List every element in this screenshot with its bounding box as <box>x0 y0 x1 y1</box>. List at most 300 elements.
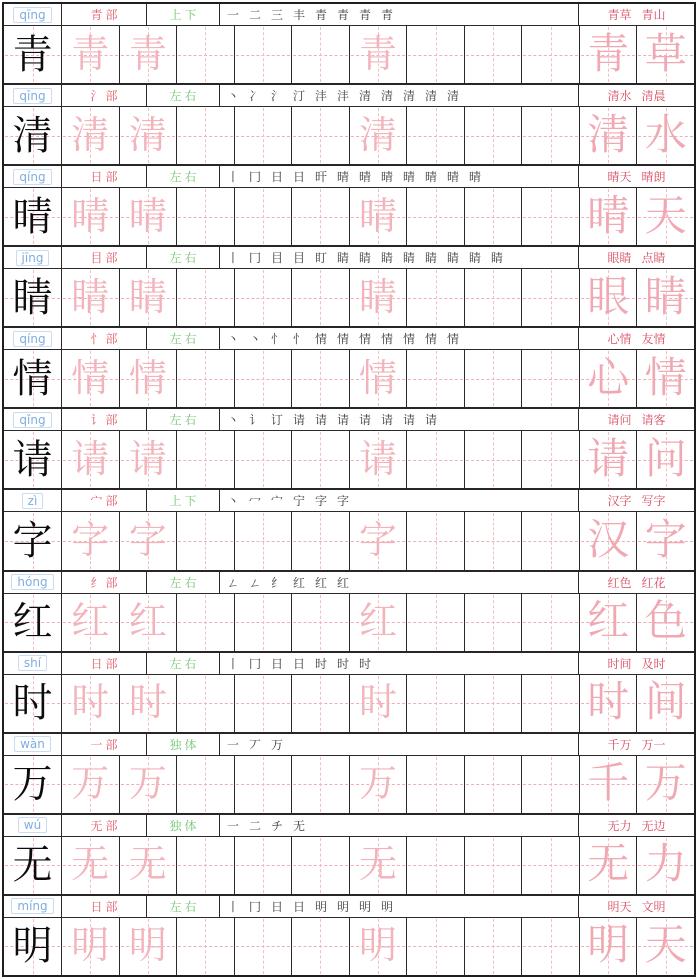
info-header-row <box>4 166 694 188</box>
pinyin-cell <box>4 572 62 593</box>
practice-cell <box>235 431 293 488</box>
practice-worksheet <box>2 2 696 977</box>
structure-cell <box>147 4 220 25</box>
radical-label: 日部 <box>90 899 121 914</box>
practice-cell <box>120 756 178 813</box>
trace-character: 字 <box>359 520 398 562</box>
model-character: 睛 <box>12 274 53 320</box>
trace-character: 明 <box>71 925 110 968</box>
practice-cell <box>407 431 465 488</box>
model-character: 清 <box>12 112 53 158</box>
example-word-1: 青草 <box>607 8 632 22</box>
practice-cell <box>177 107 235 164</box>
practice-cell <box>235 188 293 245</box>
model-character-cell <box>4 837 62 894</box>
stroke-order-sequence: 丨 冂 目 目 盯 睛 睛 睛 睛 睛 睛 睛 睛 <box>227 251 504 266</box>
trace-character: 情 <box>71 357 110 400</box>
practice-cell <box>465 350 523 407</box>
example-trace-character: 色 <box>644 599 687 646</box>
character-block <box>4 572 694 653</box>
radical-cell <box>62 166 147 187</box>
stroke-order-sequence: 丨 冂 日 日 明 明 明 明 <box>227 899 394 914</box>
pinyin-label: zì <box>22 493 44 509</box>
example-words-cell <box>579 896 694 917</box>
example-trace-cell <box>637 756 694 813</box>
practice-cell <box>62 918 120 975</box>
example-word-1: 心情 <box>607 332 632 347</box>
practice-cell <box>292 837 350 894</box>
practice-cell <box>235 512 293 569</box>
example-trace-cell <box>637 512 694 569</box>
trace-character: 青 <box>128 33 167 76</box>
practice-cell <box>407 26 465 83</box>
example-words-cell <box>579 572 694 593</box>
example-trace-character: 请 <box>587 436 630 483</box>
practice-cell <box>407 837 465 894</box>
pinyin-label: qǐng <box>13 412 51 428</box>
practice-cell <box>350 837 408 894</box>
stroke-order-cell <box>220 572 579 593</box>
trace-character: 时 <box>71 682 110 725</box>
model-character: 晴 <box>12 193 53 239</box>
info-header-row <box>4 815 694 837</box>
stroke-order-cell <box>220 247 579 268</box>
structure-label: 独体 <box>169 737 200 752</box>
example-trace-character: 力 <box>644 842 687 889</box>
character-block <box>4 490 694 571</box>
radical-cell <box>62 572 147 593</box>
practice-cell <box>120 269 178 326</box>
stroke-order-cell <box>220 490 579 511</box>
structure-cell <box>147 85 220 106</box>
info-header-row <box>4 328 694 350</box>
example-trace-cell <box>580 107 638 164</box>
trace-character: 清 <box>128 114 167 157</box>
practice-cell <box>407 512 465 569</box>
practice-cell <box>292 26 350 83</box>
info-header-row <box>4 572 694 594</box>
trace-character: 无 <box>71 844 110 887</box>
practice-cell <box>62 756 120 813</box>
radical-label: 讠部 <box>90 413 121 428</box>
pinyin-cell <box>4 166 62 187</box>
practice-cell <box>177 756 235 813</box>
example-trace-cell <box>637 107 694 164</box>
character-block <box>4 409 694 490</box>
stroke-order-sequence: 丨 冂 日 日 时 时 时 <box>227 656 372 671</box>
trace-character: 睛 <box>359 276 398 319</box>
radical-cell <box>62 815 147 836</box>
pinyin-cell <box>4 734 62 755</box>
trace-character: 红 <box>359 601 398 644</box>
radical-cell <box>62 490 147 511</box>
practice-cell <box>292 918 350 975</box>
example-trace-character: 天 <box>644 923 687 970</box>
practice-cell <box>407 269 465 326</box>
example-trace-cell <box>580 918 638 975</box>
info-header-row <box>4 490 694 512</box>
stroke-order-cell <box>220 409 579 430</box>
stroke-order-cell <box>220 166 579 187</box>
practice-cell <box>120 918 178 975</box>
practice-cell <box>407 756 465 813</box>
structure-cell <box>147 815 220 836</box>
example-word-2: 万一 <box>641 737 666 752</box>
example-trace-cell <box>580 756 638 813</box>
radical-label: 纟部 <box>90 575 121 590</box>
structure-label: 上下 <box>169 494 200 509</box>
example-word-2: 点睛 <box>641 251 666 266</box>
practice-cell <box>120 431 178 488</box>
example-word-2: 文明 <box>641 899 666 914</box>
practice-cell <box>235 107 293 164</box>
practice-cell <box>350 431 408 488</box>
practice-cell <box>407 675 465 732</box>
pinyin-cell <box>4 85 62 106</box>
practice-cell <box>465 26 523 83</box>
stroke-order-sequence: 丶 丶 忄 忄 情 情 情 情 情 情 情 <box>227 332 460 347</box>
trace-character: 红 <box>128 601 167 644</box>
practice-cell <box>120 512 178 569</box>
pinyin-label: qíng <box>13 331 51 347</box>
practice-cell <box>62 431 120 488</box>
practice-cell <box>522 756 580 813</box>
practice-cell <box>62 594 120 651</box>
practice-cell <box>292 188 350 245</box>
example-words-cell <box>579 653 694 674</box>
practice-cell <box>292 756 350 813</box>
practice-cell <box>62 26 120 83</box>
practice-cell <box>62 512 120 569</box>
trace-character: 万 <box>71 763 110 806</box>
example-trace-character: 天 <box>644 193 687 240</box>
practice-cell <box>120 675 178 732</box>
practice-cell <box>465 756 523 813</box>
example-words-cell <box>579 4 694 25</box>
stroke-order-cell <box>220 328 579 349</box>
practice-cell <box>350 350 408 407</box>
pinyin-label: hóng <box>11 574 53 590</box>
practice-cell <box>465 675 523 732</box>
pinyin-label: jīng <box>16 250 50 266</box>
example-trace-cell <box>637 431 694 488</box>
practice-cell <box>120 26 178 83</box>
example-word-2: 青山 <box>641 8 666 22</box>
trace-character: 睛 <box>71 276 110 319</box>
pinyin-cell <box>4 896 62 917</box>
structure-label: 左右 <box>169 332 200 347</box>
model-character-cell <box>4 269 62 326</box>
radical-label: 宀部 <box>90 494 121 509</box>
example-trace-character: 草 <box>644 31 687 78</box>
practice-cell <box>177 431 235 488</box>
structure-label: 左右 <box>169 575 200 590</box>
structure-label: 左右 <box>169 656 200 671</box>
practice-cell <box>465 918 523 975</box>
model-character-cell <box>4 350 62 407</box>
structure-cell <box>147 247 220 268</box>
model-character: 万 <box>12 761 53 807</box>
practice-cell <box>522 594 580 651</box>
example-word-2: 晴朗 <box>641 170 666 185</box>
pinyin-cell <box>4 815 62 836</box>
example-trace-character: 睛 <box>644 274 687 321</box>
pinyin-cell <box>4 653 62 674</box>
practice-cell <box>465 837 523 894</box>
practice-cell <box>235 837 293 894</box>
pinyin-cell <box>4 328 62 349</box>
example-trace-cell <box>580 350 638 407</box>
practice-cell <box>235 269 293 326</box>
trace-character: 无 <box>128 844 167 887</box>
example-words-cell <box>579 328 694 349</box>
model-character-cell <box>4 26 62 83</box>
pinyin-label: qīng <box>13 88 51 104</box>
example-trace-cell <box>580 188 638 245</box>
practice-cell <box>177 188 235 245</box>
example-word-1: 清水 <box>607 89 632 104</box>
trace-character: 青 <box>359 33 398 76</box>
practice-cell <box>350 269 408 326</box>
practice-cell <box>120 107 178 164</box>
practice-cell <box>350 918 408 975</box>
example-trace-cell <box>637 269 694 326</box>
trace-character: 明 <box>359 925 398 968</box>
model-character: 时 <box>12 680 53 726</box>
radical-cell <box>62 896 147 917</box>
practice-cell <box>177 350 235 407</box>
practice-cell <box>177 594 235 651</box>
trace-character: 时 <box>128 682 167 725</box>
example-word-1: 无力 <box>607 818 632 833</box>
example-words-cell <box>579 85 694 106</box>
structure-label: 左右 <box>169 89 200 104</box>
structure-cell <box>147 166 220 187</box>
trace-character: 明 <box>128 925 167 968</box>
example-trace-cell <box>637 594 694 651</box>
info-header-row <box>4 409 694 431</box>
radical-cell <box>62 734 147 755</box>
stroke-order-cell <box>220 85 579 106</box>
trace-character: 情 <box>359 357 398 400</box>
example-trace-cell <box>580 837 638 894</box>
trace-character: 晴 <box>71 195 110 238</box>
radical-cell <box>62 653 147 674</box>
practice-cell <box>465 512 523 569</box>
pinyin-cell <box>4 409 62 430</box>
practice-cell <box>350 188 408 245</box>
practice-cell <box>350 675 408 732</box>
model-character: 情 <box>12 355 53 401</box>
practice-cell <box>407 350 465 407</box>
info-header-row <box>4 247 694 269</box>
info-header-row <box>4 734 694 756</box>
practice-grid-row <box>4 107 694 164</box>
example-trace-character: 情 <box>644 355 687 402</box>
trace-character: 万 <box>359 763 398 806</box>
character-block <box>4 85 694 166</box>
model-character: 无 <box>12 842 53 888</box>
practice-cell <box>522 107 580 164</box>
pinyin-cell <box>4 247 62 268</box>
example-trace-cell <box>580 431 638 488</box>
pinyin-label: míng <box>11 898 53 914</box>
trace-character: 时 <box>359 682 398 725</box>
example-trace-cell <box>637 26 694 83</box>
radical-cell <box>62 85 147 106</box>
structure-cell <box>147 409 220 430</box>
practice-grid-row <box>4 350 694 407</box>
example-word-1: 晴天 <box>607 170 632 185</box>
practice-cell <box>350 107 408 164</box>
model-character-cell <box>4 918 62 975</box>
example-trace-cell <box>580 594 638 651</box>
model-character-cell <box>4 107 62 164</box>
example-word-2: 友情 <box>641 332 666 347</box>
practice-cell <box>522 675 580 732</box>
character-block <box>4 815 694 896</box>
practice-cell <box>235 26 293 83</box>
practice-cell <box>235 918 293 975</box>
example-words-cell <box>579 734 694 755</box>
example-word-2: 红花 <box>641 575 666 590</box>
example-trace-character: 水 <box>644 112 687 159</box>
radical-label: 青部 <box>90 8 121 22</box>
character-block <box>4 896 694 975</box>
trace-character: 情 <box>128 357 167 400</box>
practice-cell <box>292 350 350 407</box>
structure-label: 左右 <box>169 170 200 185</box>
trace-character: 字 <box>71 520 110 562</box>
example-trace-cell <box>580 269 638 326</box>
stroke-order-sequence: 丶 讠 订 请 请 请 请 请 请 请 <box>227 413 438 428</box>
example-trace-character: 青 <box>587 31 630 78</box>
practice-cell <box>292 107 350 164</box>
example-trace-character: 万 <box>644 761 687 808</box>
example-trace-cell <box>580 26 638 83</box>
practice-grid-row <box>4 837 694 894</box>
model-character-cell <box>4 594 62 651</box>
example-word-1: 眼睛 <box>607 251 632 266</box>
practice-cell <box>177 675 235 732</box>
example-trace-cell <box>637 918 694 975</box>
stroke-order-cell <box>220 815 579 836</box>
trace-character: 无 <box>359 844 398 887</box>
structure-cell <box>147 572 220 593</box>
example-trace-cell <box>637 675 694 732</box>
model-character: 请 <box>12 436 53 482</box>
example-word-1: 明天 <box>607 899 632 914</box>
model-character-cell <box>4 431 62 488</box>
example-word-2: 及时 <box>641 656 666 671</box>
info-header-row <box>4 896 694 918</box>
character-block <box>4 328 694 409</box>
practice-cell <box>465 269 523 326</box>
structure-cell <box>147 653 220 674</box>
practice-grid-row <box>4 26 694 83</box>
character-block <box>4 4 694 85</box>
model-character-cell <box>4 756 62 813</box>
practice-cell <box>177 837 235 894</box>
model-character-cell <box>4 512 62 569</box>
trace-character: 请 <box>71 438 110 481</box>
practice-cell <box>62 269 120 326</box>
radical-label: 目部 <box>90 251 121 266</box>
practice-cell <box>235 756 293 813</box>
practice-cell <box>62 837 120 894</box>
practice-cell <box>407 594 465 651</box>
trace-character: 晴 <box>359 195 398 238</box>
pinyin-label: qīng <box>13 7 51 23</box>
practice-grid-row <box>4 675 694 732</box>
practice-cell <box>62 675 120 732</box>
stroke-order-cell <box>220 734 579 755</box>
practice-cell <box>177 918 235 975</box>
info-header-row <box>4 653 694 675</box>
practice-cell <box>292 269 350 326</box>
practice-cell <box>522 837 580 894</box>
structure-label: 左右 <box>169 413 200 428</box>
trace-character: 字 <box>128 520 167 562</box>
practice-cell <box>522 431 580 488</box>
radical-label: 一部 <box>90 737 121 752</box>
structure-label: 左右 <box>169 899 200 914</box>
practice-grid-row <box>4 756 694 813</box>
character-block <box>4 166 694 247</box>
example-trace-character: 明 <box>587 923 630 970</box>
radical-label: 无部 <box>90 818 121 833</box>
example-trace-character: 红 <box>587 599 630 646</box>
stroke-order-sequence: 丶 冖 宀 宁 字 字 <box>227 494 350 509</box>
example-trace-character: 心 <box>587 355 630 402</box>
example-trace-character: 汉 <box>587 518 630 564</box>
trace-character: 睛 <box>128 276 167 319</box>
example-word-2: 请客 <box>641 413 666 428</box>
structure-label: 上下 <box>169 8 200 22</box>
character-block <box>4 734 694 815</box>
practice-cell <box>235 675 293 732</box>
pinyin-label: shí <box>18 655 47 671</box>
practice-cell <box>522 26 580 83</box>
practice-cell <box>120 594 178 651</box>
practice-cell <box>522 188 580 245</box>
radical-cell <box>62 247 147 268</box>
stroke-order-cell <box>220 4 579 25</box>
practice-cell <box>235 594 293 651</box>
stroke-order-sequence: 一 二 三 丰 青 青 青 青 <box>227 8 394 22</box>
practice-cell <box>62 350 120 407</box>
stroke-order-cell <box>220 896 579 917</box>
stroke-order-sequence: 一 二 チ 无 <box>227 818 306 833</box>
structure-label: 独体 <box>169 818 200 833</box>
structure-cell <box>147 328 220 349</box>
practice-cell <box>522 350 580 407</box>
trace-character: 清 <box>359 114 398 157</box>
radical-label: 日部 <box>90 170 121 185</box>
radical-cell <box>62 4 147 25</box>
radical-label: 氵部 <box>90 89 121 104</box>
practice-cell <box>350 594 408 651</box>
practice-cell <box>177 512 235 569</box>
example-words-cell <box>579 409 694 430</box>
stroke-order-sequence: ㄥ ㄥ 纟 红 红 红 <box>227 575 350 590</box>
pinyin-label: wàn <box>14 736 51 752</box>
structure-cell <box>147 896 220 917</box>
example-trace-character: 清 <box>587 112 630 159</box>
example-words-cell <box>579 247 694 268</box>
example-words-cell <box>579 490 694 511</box>
practice-cell <box>407 107 465 164</box>
